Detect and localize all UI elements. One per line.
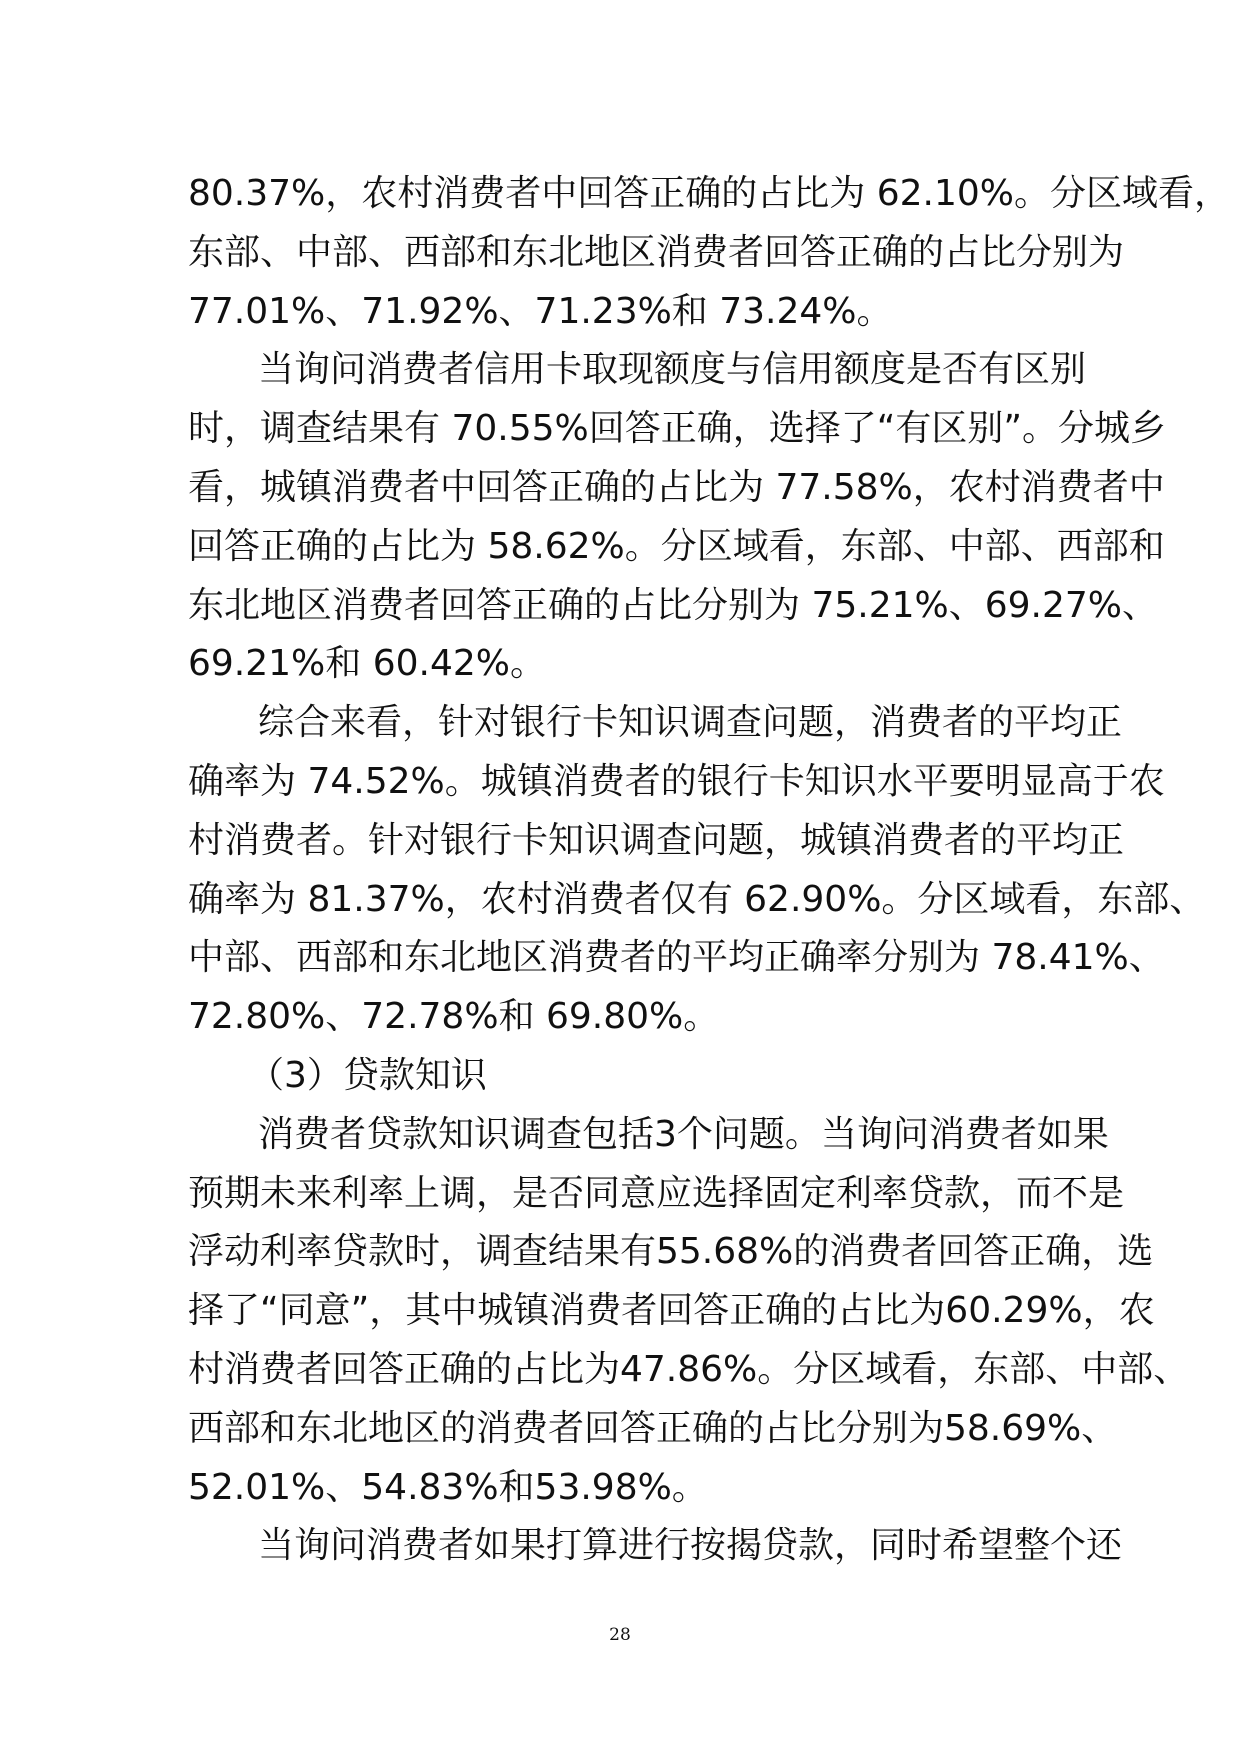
text-line: 确率为 74.52%。城镇消费者的银行卡知识水平要明显高于农 <box>188 760 1165 802</box>
text-line: 看，城镇消费者中回答正确的占比为 77.58%，农村消费者中 <box>188 466 1165 508</box>
text-line: 村消费者。针对银行卡知识调查问题，城镇消费者的平均正 <box>188 819 1125 861</box>
text-line: 综合来看，针对银行卡知识调查问题，消费者的平均正 <box>258 702 1123 744</box>
text-line: 77.01%、71.92%、71.23%和 73.24%。 <box>188 290 893 332</box>
section-heading: （3）贷款知识 <box>248 1054 487 1096</box>
text-line: 浮动利率贷款时，调查结果有55.68%的消费者回答正确，选 <box>188 1231 1154 1273</box>
page-number: 28 <box>609 1625 631 1645</box>
text-line: 西部和东北地区的消费者回答正确的占比分别为58.69%、 <box>188 1407 1118 1449</box>
text-line: 52.01%、54.83%和53.98%。 <box>188 1466 708 1508</box>
text-line: 时，调查结果有 70.55%回答正确，选择了“有区别”。分城乡 <box>188 408 1167 450</box>
text-line: 东部、中部、西部和东北地区消费者回答正确的占比分别为 <box>188 231 1125 273</box>
text-line: 当询问消费者如果打算进行按揭贷款，同时希望整个还 <box>258 1525 1123 1567</box>
text-line: 东北地区消费者回答正确的占比分别为 75.21%、69.27%、 <box>188 584 1158 626</box>
text-line: 择了“同意”，其中城镇消费者回答正确的占比为60.29%，农 <box>188 1290 1155 1332</box>
text-line: 中部、西部和东北地区消费者的平均正确率分别为 78.41%、 <box>188 937 1165 979</box>
text-line: 72.80%、72.78%和 69.80%。 <box>188 996 720 1038</box>
text-line: 确率为 81.37%，农村消费者仅有 62.90%。分区域看，东部、 <box>188 878 1206 920</box>
text-line: 69.21%和 60.42%。 <box>188 643 546 685</box>
text-line: 预期未来利率上调，是否同意应选择固定利率贷款，而不是 <box>188 1172 1125 1214</box>
text-line: 村消费者回答正确的占比为47.86%。分区域看，东部、中部、 <box>188 1348 1190 1390</box>
document-body <box>188 165 1230 1576</box>
text-line: 80.37%，农村消费者中回答正确的占比为 62.10%。分区域看， <box>188 173 1230 214</box>
text-line: 当询问消费者信用卡取现额度与信用额度是否有区别 <box>258 349 1087 391</box>
text-line: 消费者贷款知识调查包括3个问题。当询问消费者如果 <box>258 1113 1109 1155</box>
text-line: 回答正确的占比为 58.62%。分区域看，东部、中部、西部和 <box>188 525 1165 567</box>
